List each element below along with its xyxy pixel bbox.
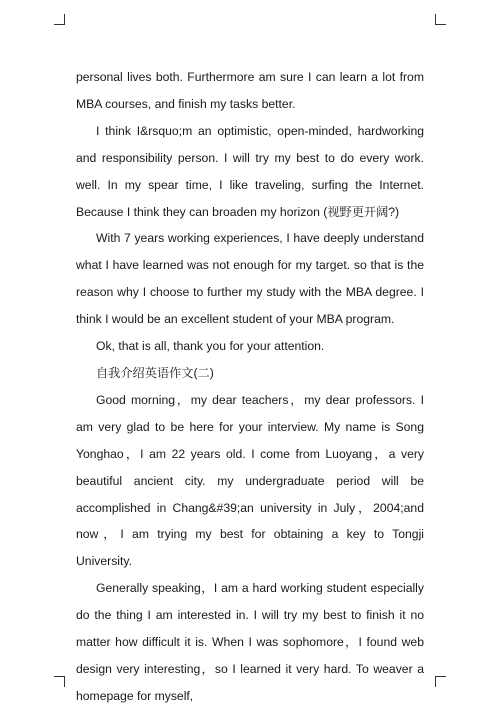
crop-mark-bottom-left [54, 676, 65, 687]
crop-mark-bottom-right [435, 676, 446, 687]
paragraph-closing: Ok, that is all, thank you for your attention. [96, 339, 325, 354]
paragraph-personality: I think I&rsquo;m an optimistic, open-minded, hardworking and responsibility person. I will try my best to do every work. well. In my spear time, I like traveling, surfing the Internet. Because I think they can broaden my horizon (视野更开阔?) [76, 123, 424, 219]
crop-mark-top-left [54, 14, 65, 25]
paragraph-experience: With 7 years working experiences, I have deeply understand what I have learned was not enough for my target. so that is the reason why I choose to further my study with the MBA degree. I think I would be an excellent student of your MBA program. [76, 231, 424, 327]
paragraph-greeting: Good morning，my dear teachers，my dear professors. I am very glad to be here for your interview. My name is Song Yonghao，I am 22 years old. I come from Luoyang，a very beautiful ancient city. my undergraduate period will be accomplished in Chang&#39;an university in July，2004;and now，I am trying my best for obtaining a key to Tongji University. [76, 392, 424, 569]
paragraph-continuation: personal lives both. Furthermore am sure I can learn a lot from MBA courses, and finish my tasks better. [76, 70, 424, 111]
paragraph-character: Generally speaking，I am a hard working student especially do the thing I am interested in. I will try my best to finish it no matter how difficult it is. When I was sophomore，I found web design very interesting，so I learned it very hard. To weaver a homepage for myself, [76, 581, 424, 703]
section-heading: 自我介绍英语作文(二) [96, 365, 214, 380]
document-body [76, 64, 424, 710]
crop-mark-top-right [435, 14, 446, 25]
